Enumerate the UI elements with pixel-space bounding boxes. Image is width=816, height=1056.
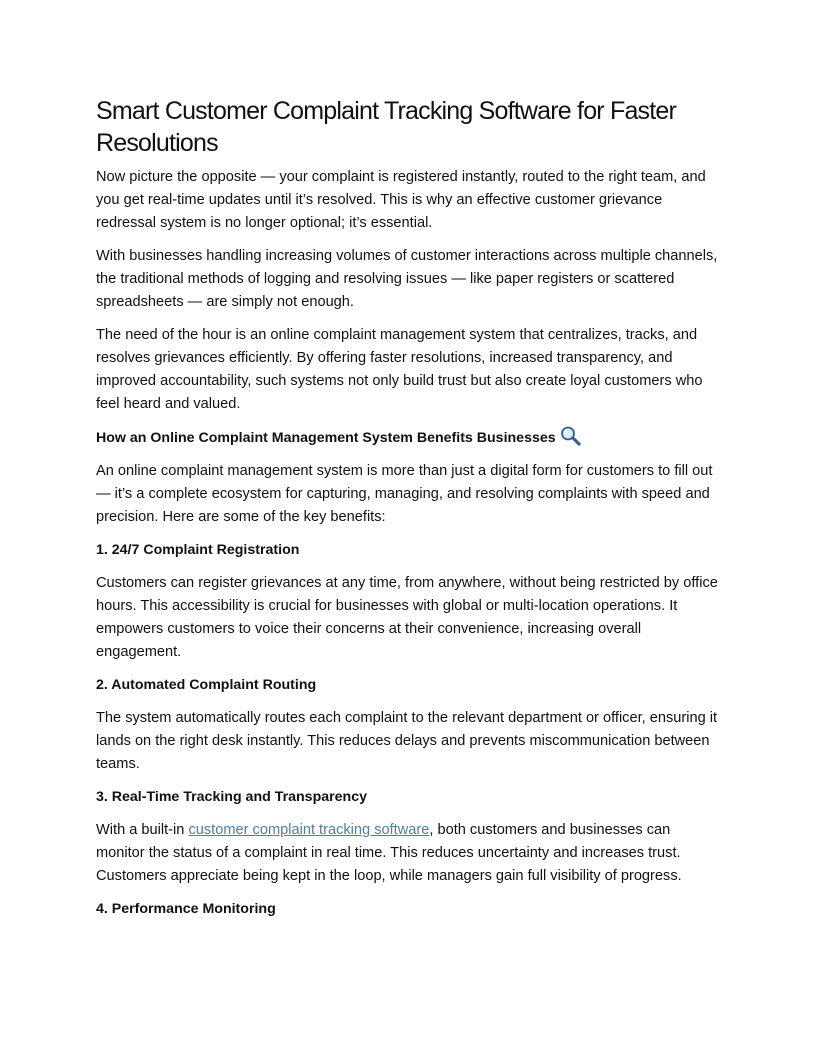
benefit-body-1: Customers can register grievances at any time, from anywhere, without being restricted by office hours. This accessibility is crucial for businesses with global or multi-location operations. It empowers customers to voice their concerns at their convenience, increasing overall engagement.	[96, 575, 718, 660]
benefit-body-2: The system automatically routes each complaint to the relevant department or officer, ensuring it lands on the right desk instantly. This reduces delays and prevents miscommunication between teams.	[96, 710, 718, 772]
benefit-body-3	[96, 819, 720, 888]
benefit-heading-2: 2. Automated Complaint Routing	[96, 677, 317, 693]
benefit-heading-1: 1. 24/7 Complaint Registration	[96, 542, 300, 558]
benefit-body-3-start: With a built-in	[96, 822, 189, 838]
section-heading	[96, 426, 720, 450]
benefit-heading-3: 3. Real-Time Tracking and Transparency	[96, 789, 367, 805]
section-heading-text: How an Online Complaint Management System Benefits Businesses	[96, 430, 556, 446]
intro-paragraph-3: The need of the hour is an online complaint management system that centralizes, tracks, and resolves grievances efficiently. By offering faster resolutions, increased transparency, and improved accountability, such systems not only build trust but also create loyal customers who feel heard and valued.	[96, 327, 703, 412]
intro-paragraph-1: Now picture the opposite — your complaint is registered instantly, routed to the right team, and you get real-time updates until it’s resolved. This is why an effective customer grievance redressal system is no longer optional; it’s essential.	[96, 169, 706, 231]
benefit-body-3-end: , both customers and businesses can monitor the status of a complaint in real time. This reduces uncertainty and increases trust. Customers appreciate being kept in the loop, while managers gain full visibility of progress.	[96, 822, 682, 884]
benefit-heading-4: 4. Performance Monitoring	[96, 901, 276, 917]
complaint-tracking-software-link[interactable]: customer complaint tracking software	[188, 822, 430, 838]
document-title: Smart Customer Complaint Tracking Software for Faster Resolutions	[96, 97, 677, 157]
section-intro: An online complaint management system is more than just a digital form for customers to fill out — it’s a complete ecosystem for capturing, managing, and resolving complaints with speed and precision. Here are some of the key benefits:	[96, 463, 713, 525]
magnifying-glass-icon	[560, 426, 582, 446]
intro-paragraph-2: With businesses handling increasing volumes of customer interactions across multiple channels, the traditional methods of logging and resolving issues — like paper registers or scattered spreadsheets — are simply not enough.	[96, 248, 718, 310]
